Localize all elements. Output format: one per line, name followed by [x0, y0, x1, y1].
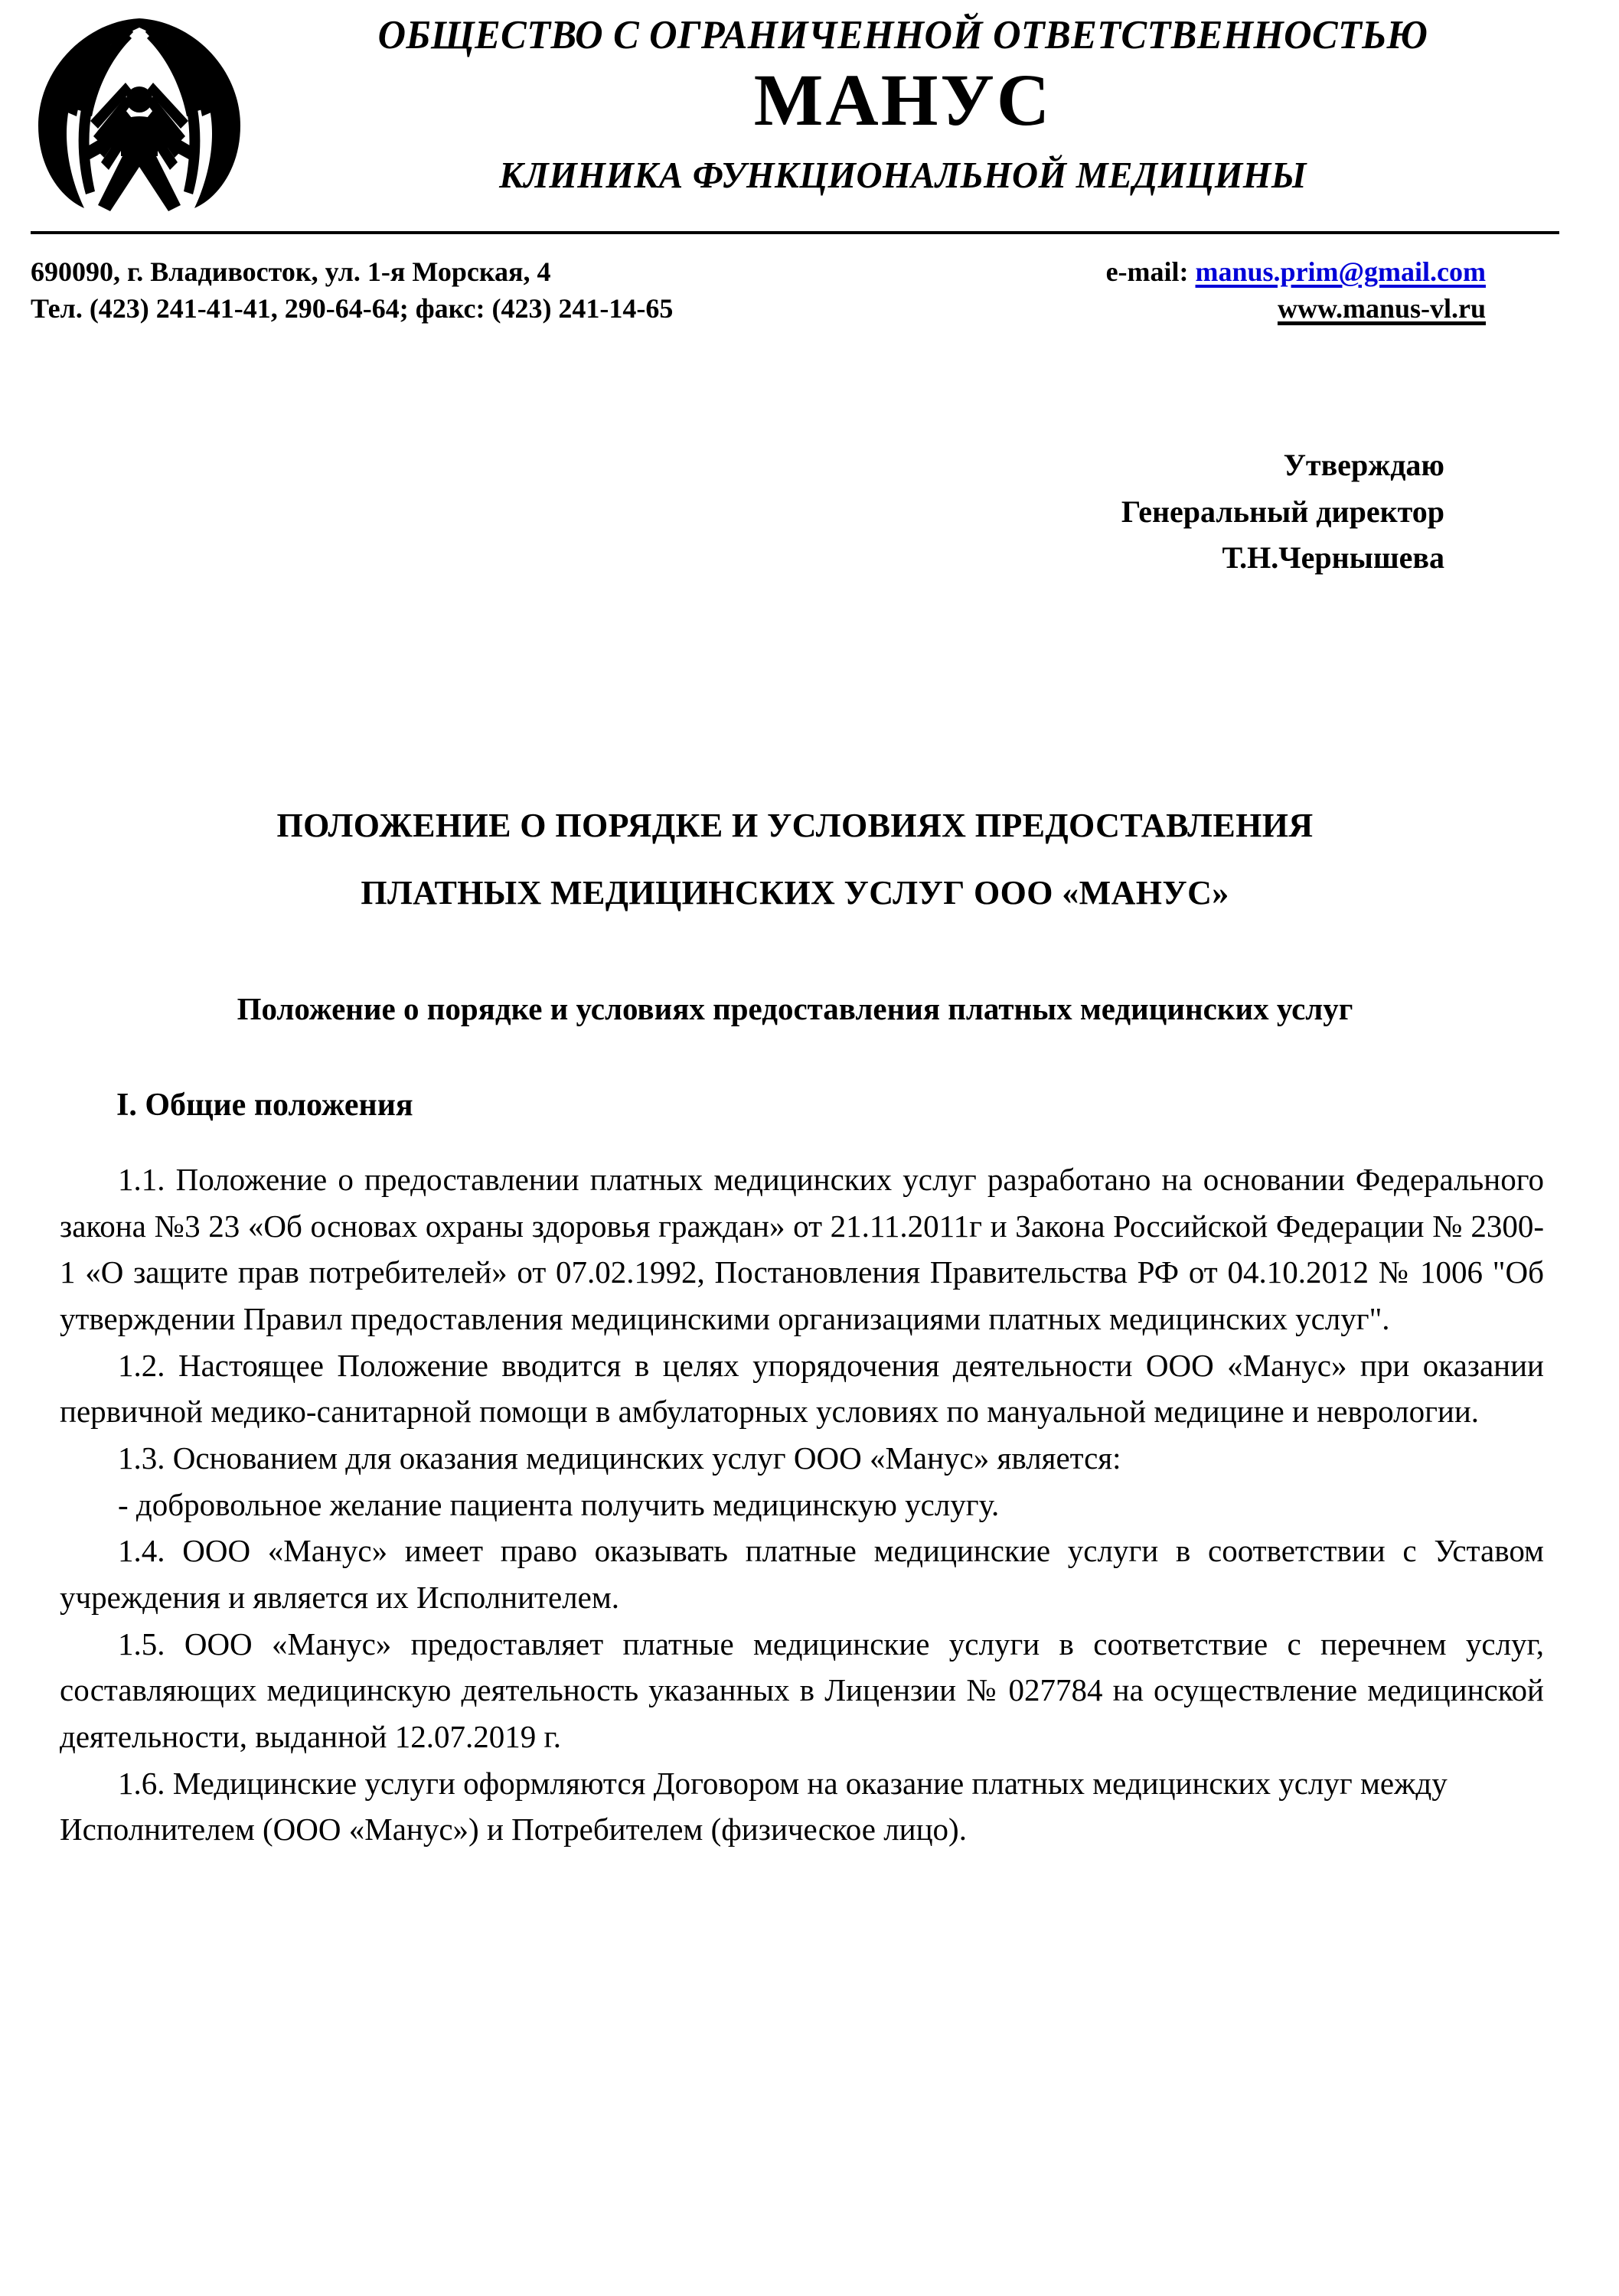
contact-bar [31, 234, 1559, 328]
document-subtitle: Положение о порядке и условиях предоставления платных медицинских услуг [237, 991, 1353, 1027]
email-label: e-mail: [1105, 256, 1196, 287]
section-heading-general-provisions: I. Общие положения [116, 1087, 413, 1123]
winged-figure-logo-icon [24, 5, 254, 219]
approval-block [31, 442, 1559, 582]
clause-1-1: 1.1. Положение о предоставлении платных медицинских услуг разработано на основании Федерального закона №3 23 «Об основах охраны здоровья граждан» от 21.11.2011г и Закона Российской Федерации № 2300-1 «О защите прав потребителей» от 07.02.1992, Постановления Правительства РФ от 04.10.2012 № 1006 "Об утверждении Правил предоставления медицинскими организациями платных медицинских услуг". [60, 1161, 1544, 1336]
clause-1-3: 1.3. Основанием для оказания медицинских услуг ООО «Манус» является: [118, 1440, 1121, 1476]
clause-1-6: 1.6. Медицинские услуги оформляются Договором на оказание платных медицинских услуг между Исполнителем (ООО «Манус») и Потребителем (физическое лицо). [60, 1765, 1448, 1848]
website-row [1106, 291, 1486, 328]
org-brand-name: МАНУС [753, 59, 1053, 141]
email-link[interactable]: manus.prim@gmail.com [1195, 256, 1486, 287]
clause-1-2: 1.2. Настоящее Положение вводится в целях упорядочения деятельности ООО «Манус» при оказании первичной медико-санитарной помощи в амбулаторных условиях по мануальной медицине и неврологии. [60, 1347, 1544, 1430]
contact-right-column [1106, 254, 1559, 328]
document-title-line-2: ПЛАТНЫХ МЕДИЦИНСКИХ УСЛУГ ООО «МАНУС» [361, 874, 1229, 912]
website-link[interactable]: www.manus-vl.ru [1277, 292, 1486, 324]
document-title-line-1: ПОЛОЖЕНИЕ О ПОРЯДКЕ И УСЛОВИЯХ ПРЕДОСТАВЛЕНИЯ [276, 807, 1314, 845]
clinic-address: 690090, г. Владивосток, ул. 1-я Морская, 4 [31, 256, 551, 287]
approval-word: Утверждаю [1283, 447, 1444, 482]
org-tagline: КЛИНИКА ФУНКЦИОНАЛЬНОЙ МЕДИЦИНЫ [499, 153, 1307, 196]
email-row [1106, 254, 1486, 291]
approver-position: Генеральный директор [1121, 494, 1444, 529]
section-body [31, 1156, 1559, 1853]
document-title [31, 792, 1559, 927]
clause-1-5: 1.5. ООО «Манус» предоставляет платные медицинские услуги в соответствие с перечнем услуг, составляющих медицинскую деятельность указанных в Лицензии № 027784 на осуществление медицинской деятельности, выданной 12.07.2019 г. [60, 1626, 1544, 1755]
clause-1-4: 1.4. ООО «Манус» имеет право оказывать платные медицинские услуги в соответствии с Уставом учреждения и является их Исполнителем. [60, 1533, 1544, 1616]
letterhead [31, 0, 1559, 227]
contact-left-column [31, 254, 673, 328]
approver-name: Т.Н.Чернышева [1222, 540, 1444, 576]
org-legal-form: ОБЩЕСТВО С ОГРАНИЧЕННОЙ ОТВЕТСТВЕННОСТЬЮ [377, 13, 1428, 57]
clinic-phones: Тел. (423) 241-41-41, 290-64-64; факс: (423) 241-14-65 [31, 292, 674, 324]
organization-names [254, 5, 1559, 194]
clause-1-3-bullet: - добровольное желание пациента получить медицинскую услугу. [118, 1486, 1000, 1522]
clinic-logo [24, 5, 254, 219]
